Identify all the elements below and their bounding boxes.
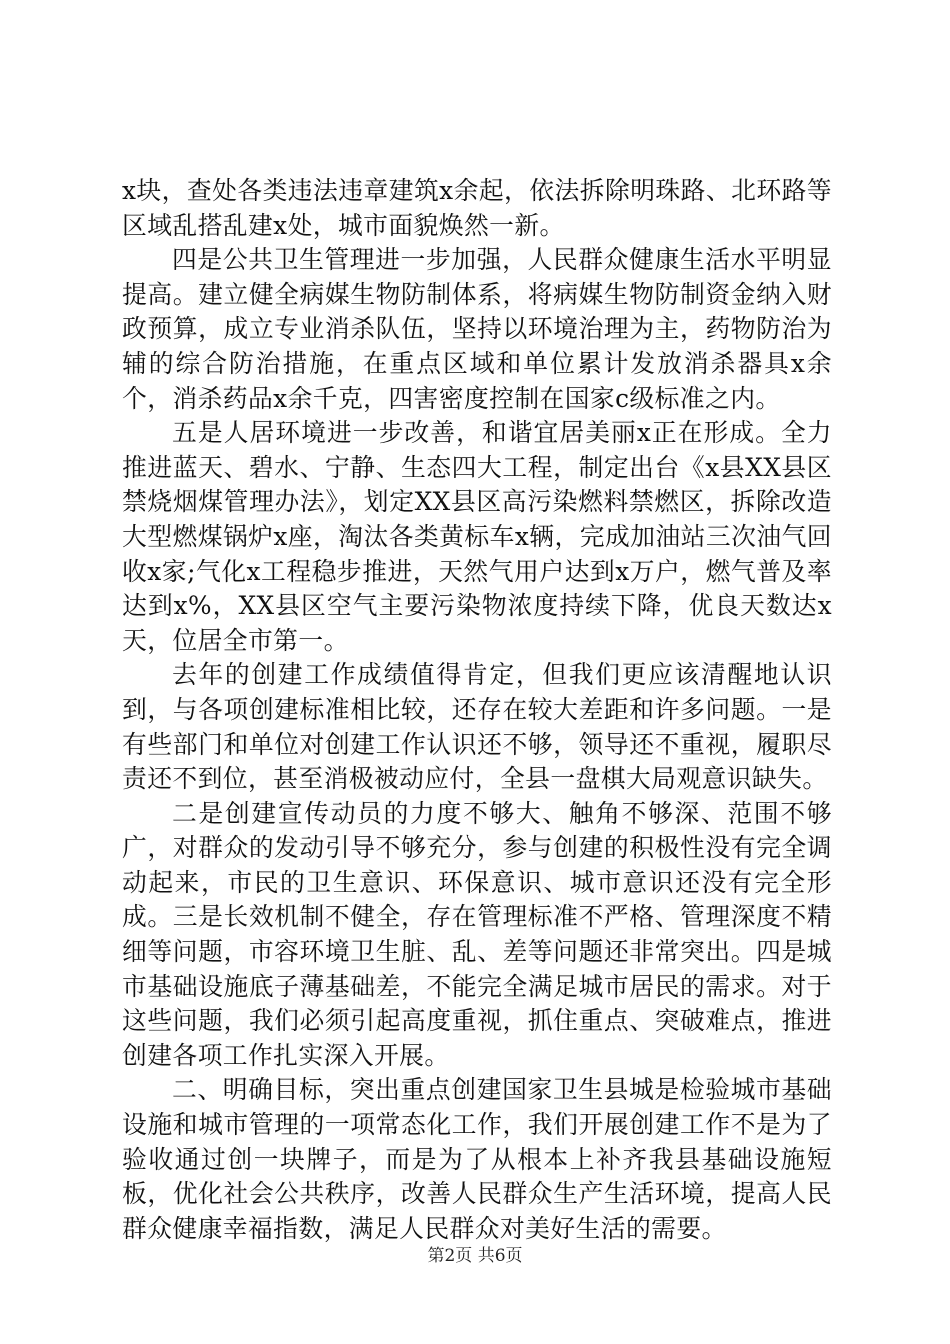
- paragraph-2: 四是公共卫生管理进一步加强，人民群众健康生活水平明显提高。建立健全病媒生物防制体系，将病媒生物防制资金纳入财政预算，成立专业消杀队伍，坚持以环境治理为主，药物防治为辅的综合防治措施，在重点区域和单位累计发放消杀器具x余个，消杀药品x余千克，四害密度控制在国家c级标准之内。: [122, 245, 832, 413]
- paragraph-6: 二、明确目标，突出重点创建国家卫生县城是检验城市基础设施和城市管理的一项常态化工作，我们开展创建工作不是为了验收通过创一块牌子，而是为了从根本上补齐我县基础设施短板，优化社会公共秩序，改善人民群众生产生活环境，提高人民群众健康幸福指数，满足人民群众对美好生活的需要。: [122, 1075, 832, 1243]
- page-number-footer: 第2页 共6页: [427, 1246, 523, 1266]
- paragraph-4: 去年的创建工作成绩值得肯定，但我们更应该清醒地认识到，与各项创建标准相比较，还存在较大差距和许多问题。一是有些部门和单位对创建工作认识还不够，领导还不重视，履职尽责还不到位，甚至消极被动应付，全县一盘棋大局观意识缺失。: [122, 660, 832, 794]
- paragraph-3: 五是人居环境进一步改善，和谐宜居美丽x正在形成。全力推进蓝天、碧水、宁静、生态四大工程，制定出台《x县XX县区禁烧烟煤管理办法》，划定XX县区高污染燃料禁燃区，拆除改造大型燃煤锅炉x座，淘汰各类黄标车x辆，完成加油站三次油气回收x家;气化x工程稳步推进，天然气用户达到x万户，燃气普及率达到x%，XX县区空气主要污染物浓度持续下降，优良天数达x天，位居全市第一。: [122, 418, 832, 655]
- paragraph-1: x块，查处各类违法违章建筑x余起，依法拆除明珠路、北环路等区域乱搭乱建x处，城市面貌焕然一新。: [122, 176, 832, 240]
- document-body: [122, 174, 832, 1246]
- paragraph-5: 二是创建宣传动员的力度不够大、触角不够深、范围不够广，对群众的发动引导不够充分，参与创建的积极性没有完全调动起来，市民的卫生意识、环保意识、城市意识还没有完全形成。三是长效机制不健全，存在管理标准不严格、管理深度不精细等问题，市容环境卫生脏、乱、差等问题还非常突出。四是城市基础设施底子薄基础差，不能完全满足城市居民的需求。对于这些问题，我们必须引起高度重视，抓住重点、突破难点，推进创建各项工作扎实深入开展。: [122, 798, 832, 1070]
